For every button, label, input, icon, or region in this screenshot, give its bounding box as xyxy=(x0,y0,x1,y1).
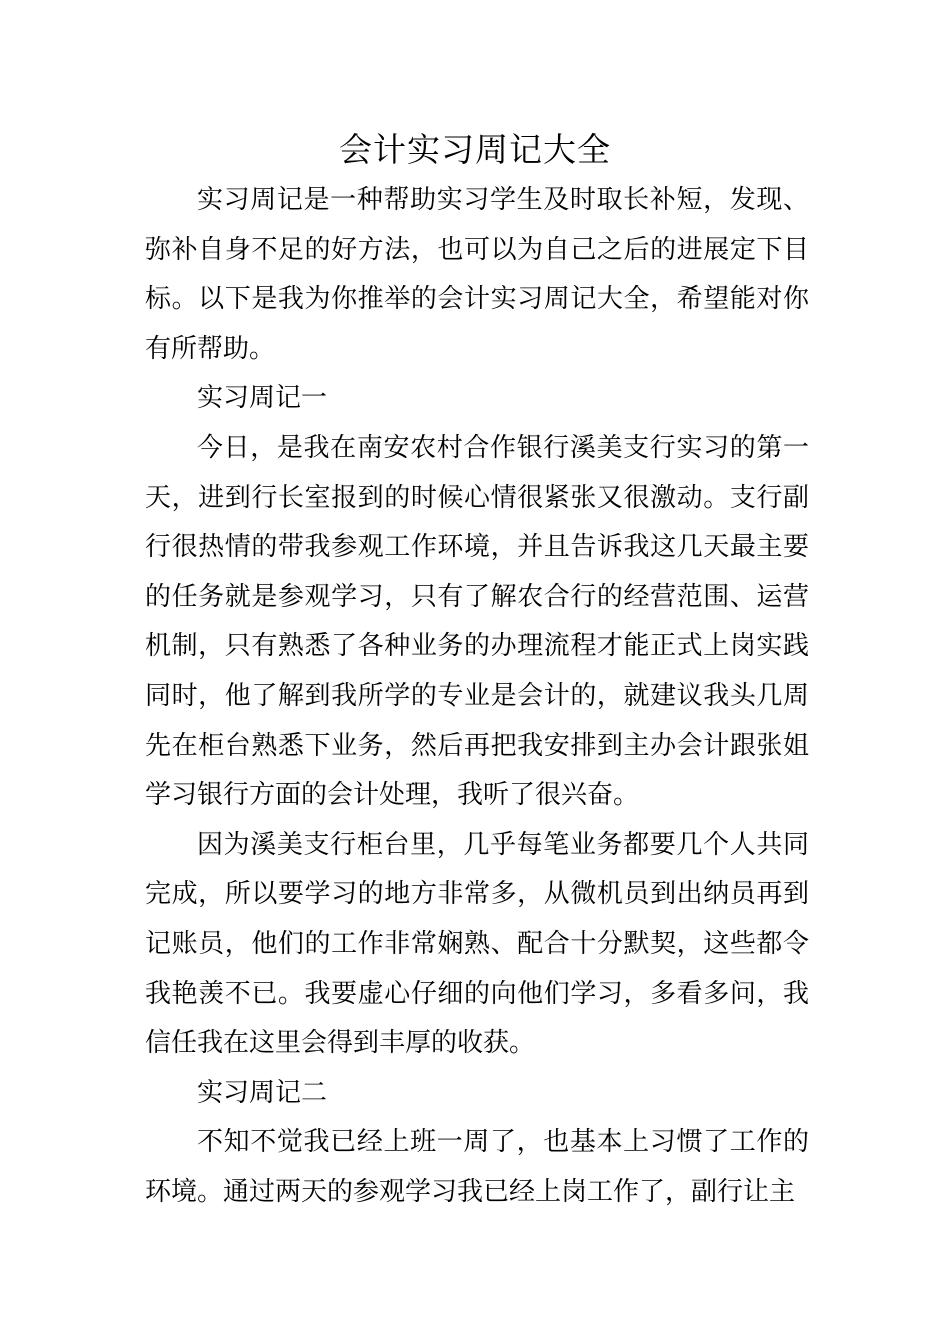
document-title: 会计实习周记大全 xyxy=(339,130,611,169)
section-heading-2: 实习周记二 xyxy=(197,1077,328,1108)
intro-paragraph: 实习周记是一种帮助实习学生及时取长补短，发现、弥补自身不足的好方法，也可以为自己之后的进展定下目标。以下是我为你推举的会计实习周记大全，希望能对你有所帮助。 xyxy=(145,185,809,364)
paragraph: 因为溪美支行柜台里，几乎每笔业务都要几个人共同完成，所以要学习的地方非常多，从微机员到出纳员再到记账员，他们的工作非常娴熟、配合十分默契，这些都令我艳羡不已。我要虚心仔细的向他们学习，多看多问，我信任我在这里会得到丰厚的收获。 xyxy=(145,829,809,1059)
paragraph: 今日，是我在南安农村合作银行溪美支行实习的第一天，进到行长室报到的时候心情很紧张又很激动。支行副行很热情的带我参观工作环境，并且告诉我这几天最主要的任务就是参观学习，只有了解农合行的经营范围、运营机制，只有熟悉了各种业务的办理流程才能正式上岗实践同时，他了解到我所学的专业是会计的，就建议我头几周先在柜台熟悉下业务，然后再把我安排到主办会计跟张姐学习银行方面的会计处理，我听了很兴奋。 xyxy=(145,432,809,811)
section-heading-1: 实习周记一 xyxy=(197,383,328,414)
paragraph: 不知不觉我已经上班一周了，也基本上习惯了工作的环境。通过两天的参观学习我已经上岗工作了，副行让主 xyxy=(145,1127,809,1207)
document-body xyxy=(145,176,809,1217)
